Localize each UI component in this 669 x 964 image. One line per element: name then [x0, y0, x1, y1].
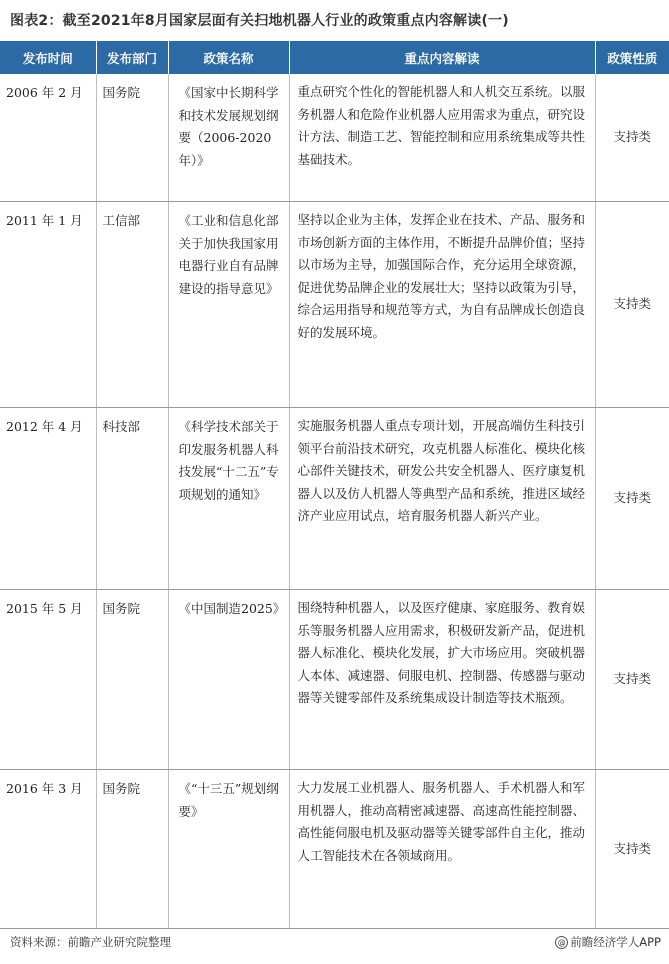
header-dept: 发布部门 [96, 41, 168, 74]
source-note: 资料来源：前瞻产业研究院整理 [10, 935, 171, 949]
cell-nature: 支持类 [595, 590, 669, 770]
page-title: 图表2：截至2021年8月国家层面有关扫地机器人行业的政策重点内容解读(一) [10, 13, 509, 29]
cell-date: 2012 年 4 月 [0, 408, 96, 590]
cell-dept: 国务院 [96, 590, 168, 770]
header-content: 重点内容解读 [289, 41, 595, 74]
header-nature: 政策性质 [595, 41, 669, 74]
table-header-row [0, 41, 669, 74]
cell-policy-name: 《“十三五”规划纲要》 [168, 770, 289, 929]
brand-credit [555, 934, 661, 950]
policy-table [0, 41, 669, 929]
cell-policy-name: 《中国制造2025》 [168, 590, 289, 770]
cell-date: 2015 年 5 月 [0, 590, 96, 770]
cell-date: 2006 年 2 月 [0, 74, 96, 202]
cell-policy-name: 《科学技术部关于印发服务机器人科技发展“十二五”专项规划的通知》 [168, 408, 289, 590]
cell-policy-name: 《工业和信息化部关于加快我国家用电器行业自有品牌建设的指导意见》 [168, 202, 289, 408]
cell-dept: 工信部 [96, 202, 168, 408]
cell-content: 重点研究个性化的智能机器人和人机交互系统。以服务机器人和危险作业机器人应用需求为重点，研究设计方法、制造工艺、智能控制和应用系统集成等共性基础技术。 [289, 74, 595, 202]
header-date: 发布时间 [0, 41, 96, 74]
brand-name: 前瞻经济学人APP [570, 935, 661, 949]
cell-content: 坚持以企业为主体，发挥企业在技术、产品、服务和市场创新方面的主体作用，不断提升品牌价值；坚持以市场为主导，加强国际合作，充分运用全球资源，促进优势品牌企业的发展壮大；坚持以政策为引导，综合运用指导和规范等方式，为自有品牌成长创造良好的发展环境。 [289, 202, 595, 408]
table-row [0, 202, 669, 408]
cell-content: 实施服务机器人重点专项计划，开展高端仿生科技引领平台前沿技术研究，攻克机器人标准化、模块化核心部件关键技术，研发公共安全机器人、医疗康复机器人以及仿人机器人等典型产品和系统，推进区域经济产业应用试点，培育服务机器人新兴产业。 [289, 408, 595, 590]
cell-dept: 科技部 [96, 408, 168, 590]
cell-nature: 支持类 [595, 408, 669, 590]
table-row [0, 408, 669, 590]
cell-nature: 支持类 [595, 74, 669, 202]
table-row [0, 74, 669, 202]
copyright-icon: @ [555, 936, 568, 949]
header-name: 政策名称 [168, 41, 289, 74]
cell-content: 围绕特种机器人，以及医疗健康、家庭服务、教育娱乐等服务机器人应用需求，积极研发新产品，促进机器人标准化、模块化发展，扩大市场应用。突破机器人本体、减速器、伺服电机、控制器、传感器与驱动器等关键零部件及系统集成设计制造等技术瓶颈。 [289, 590, 595, 770]
cell-nature: 支持类 [595, 202, 669, 408]
cell-content: 大力发展工业机器人、服务机器人、手术机器人和军用机器人，推动高精密减速器、高速高性能控制器、高性能伺服电机及驱动器等关键零部件自主化，推动人工智能技术在各领域商用。 [289, 770, 595, 929]
cell-dept: 国务院 [96, 770, 168, 929]
cell-date: 2016 年 3 月 [0, 770, 96, 929]
cell-policy-name: 《国家中长期科学和技术发展规划纲要（2006-2020 年）》 [168, 74, 289, 202]
table-row [0, 770, 669, 929]
cell-date: 2011 年 1 月 [0, 202, 96, 408]
cell-dept: 国务院 [96, 74, 168, 202]
table-row [0, 590, 669, 770]
footer [0, 931, 669, 953]
cell-nature: 支持类 [595, 770, 669, 929]
